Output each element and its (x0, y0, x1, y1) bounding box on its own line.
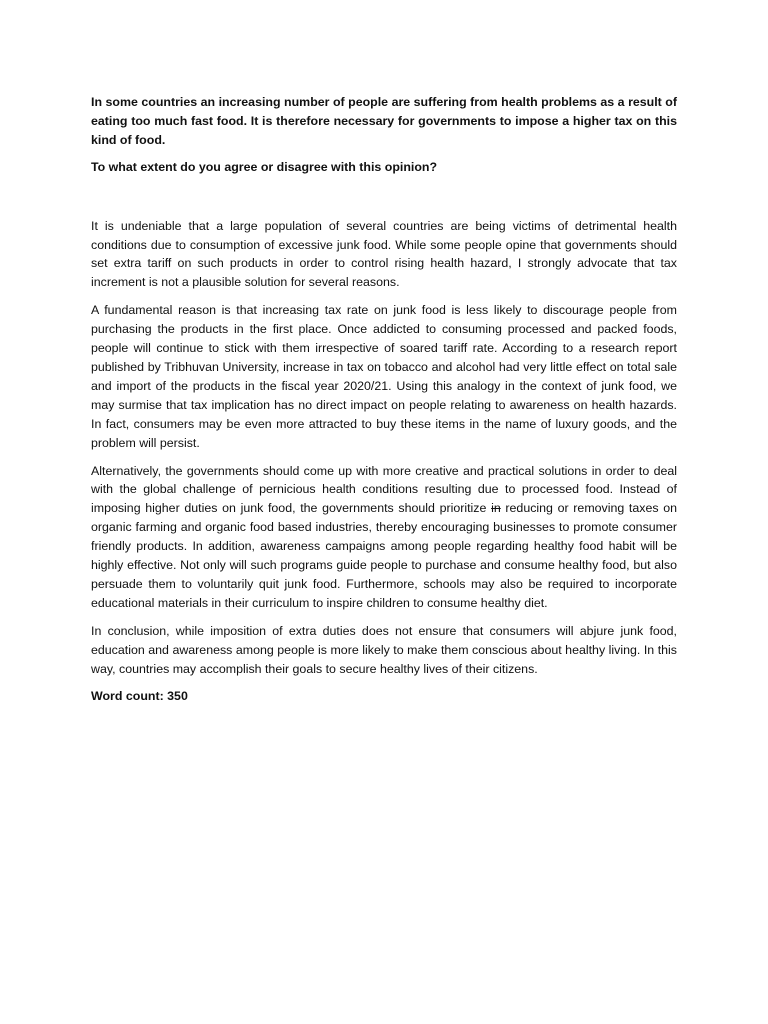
word-count: Word count: 350 (91, 689, 188, 704)
document-page (91, 93, 677, 706)
struck-word: in (491, 501, 501, 516)
spacer (91, 177, 677, 217)
essay-body-paragraph-2 (91, 462, 677, 613)
essay-intro-paragraph: It is undeniable that a large population of several countries are being victims of detrimental health conditions due to consumption of excessive junk food. While some people opine that governments should set extra tariff on such products in order to control rising health hazard, I strongly advocate that tax increment is not a plausible solution for several reasons. (91, 218, 677, 290)
body2-text-end: reducing or removing taxes on organic farming and organic food based industries, thereby encouraging businesses to promote consumer friendly products. In addition, awareness campaigns among people regarding healthy food habit will be highly effective. Not only will such programs guide people to purchase and consume healthy food, but also persuade them to voluntarily quit junk food. Furthermore, schools may also be required to incorporate educational materials in their curriculum to inspire children to consume healthy diet. (91, 501, 677, 610)
essay-conclusion-paragraph: In conclusion, while imposition of extra duties does not ensure that consumers will abjure junk food, education and awareness among people is more likely to make them conscious about healthy living. In this way, countries may accomplish their goals to secure healthy lives of their citizens. (91, 623, 677, 676)
essay-body-paragraph-1: A fundamental reason is that increasing tax rate on junk food is less likely to discourage people from purchasing the products in the first place. Once addicted to consuming processed and packed foods, people will continue to stick with them irrespective of soared tariff rate. According to a research report published by Tribhuvan University, increase in tax on tobacco and alcohol had very little effect on total sale and import of the products in the fiscal year 2020/21. Using this analogy in the context of junk food, we may surmise that tax implication has no direct impact on people relating to awareness on health hazards. In fact, consumers may be even more attracted to buy these items in the name of luxury goods, and the problem will persist. (91, 303, 677, 450)
body2-text-start: Alternatively, the governments should come up with more creative and practical solutions in order to deal with the global challenge of pernicious health conditions resulting due to processed food. Instead of imposing higher duties on junk food, the governments should prioritize (91, 463, 677, 516)
task-prompt: In some countries an increasing number of people are suffering from health problems as a result of eating too much fast food. It is therefore necessary for governments to impose a higher tax on this kind of food. (91, 95, 677, 147)
task-question: To what extent do you agree or disagree with this opinion? (91, 159, 438, 174)
